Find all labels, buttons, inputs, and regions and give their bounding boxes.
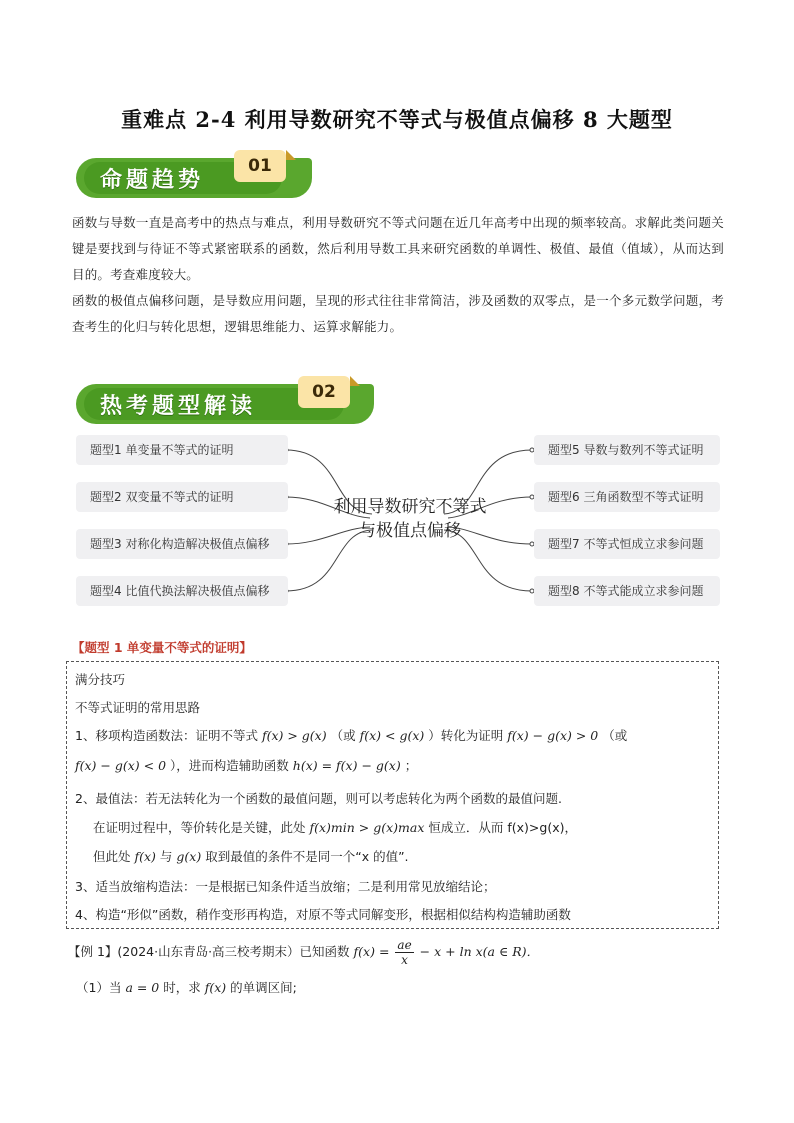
section-banner-trend: [76, 158, 312, 198]
tips-subtitle: 不等式证明的常用思路: [75, 700, 201, 715]
topic-item-8: 题型8 不等式能成立求参问题: [534, 576, 720, 606]
tip-line-1: 1、移项构造函数法：证明不等式 f(x) > g(x) （或 f(x) < g(x) ）转化为证明 f(x) − g(x) > 0 （或: [75, 728, 628, 743]
topic-item-3: 题型3 对称化构造解决极值点偏移: [76, 529, 288, 559]
banner-number: 01: [234, 150, 286, 182]
mindmap-center: 利用导数研究不等式与极值点偏移: [333, 497, 487, 541]
section-heading-type1: 【题型 1 单变量不等式的证明】: [72, 640, 252, 655]
topic-item-7: 题型7 不等式恒成立求参问题: [534, 529, 720, 559]
fraction: $\frac{ae}{x}$: [397, 938, 412, 967]
tips-title: 满分技巧: [75, 672, 126, 687]
banner-label: 热考题型解读: [100, 393, 257, 419]
topic-item-5: 题型5 导数与数列不等式证明: [534, 435, 720, 465]
tip-line-1b: f(x) − g(x) < 0 ），进而构造辅助函数 h(x) = f(x) − g(x) ；: [75, 758, 418, 773]
topic-mindmap: [72, 432, 724, 612]
banner-label: 命题趋势: [100, 167, 205, 193]
question-1: （1）当 a = 0 时，求 f(x) 的单调区间;: [76, 980, 297, 995]
intro-paragraph-1: 函数与导数一直是高考中的热点与难点，利用导数研究不等式问题在近几年高考中出现的频率较高。求解此类问题关键是要找到与待证不等式紧密联系的函数，然后利用导数工具来研究函数的单调性、极值、最值（值域），从而达到目的。考查难度较大。: [72, 215, 724, 282]
tip-line-2c: 但此处 f(x) 与 g(x) 取到最值的条件不是同一个“x 的值”.: [93, 849, 409, 864]
intro-text: [72, 210, 724, 340]
topic-item-2: 题型2 双变量不等式的证明: [76, 482, 288, 512]
banner-number: 02: [298, 376, 350, 408]
tip-line-2: 2、最值法：若无法转化为一个函数的最值问题，则可以考虑转化为两个函数的最值问题.: [75, 791, 562, 806]
tips-box: [66, 661, 719, 929]
page-title: 重难点 2-4 利用导数研究不等式与极值点偏移 8 大题型: [121, 107, 673, 132]
example-1: 【例 1】(2024·山东青岛·高三校考期末）已知函数 f(x) = $\frac{ae}{x}$ − x + ln x(a ∈ R)．: [68, 938, 539, 967]
section-banner-hot-topics: [76, 384, 374, 424]
tip-line-2b: 在证明过程中，等价转化是关键，此处 f(x)min > g(x)max 恒成立．从而 f(x)>g(x)，: [93, 820, 577, 835]
tip-line-3: 3、适当放缩构造法：一是根据已知条件适当放缩；二是利用常见放缩结论；: [75, 879, 496, 894]
intro-paragraph-2: 函数的极值点偏移问题，是导数应用问题，呈现的形式往往非常简洁，涉及函数的双零点，是一个多元数学问题，考查考生的化归与转化思想，逻辑思维能力、运算求解能力。: [72, 293, 724, 334]
tip-line-4: 4、构造“形似”函数，稍作变形再构造，对原不等式同解变形，根据相似结构构造辅助函数: [75, 907, 571, 922]
topic-item-1: 题型1 单变量不等式的证明: [76, 435, 288, 465]
topic-item-4: 题型4 比值代换法解决极值点偏移: [76, 576, 288, 606]
topic-item-6: 题型6 三角函数型不等式证明: [534, 482, 720, 512]
